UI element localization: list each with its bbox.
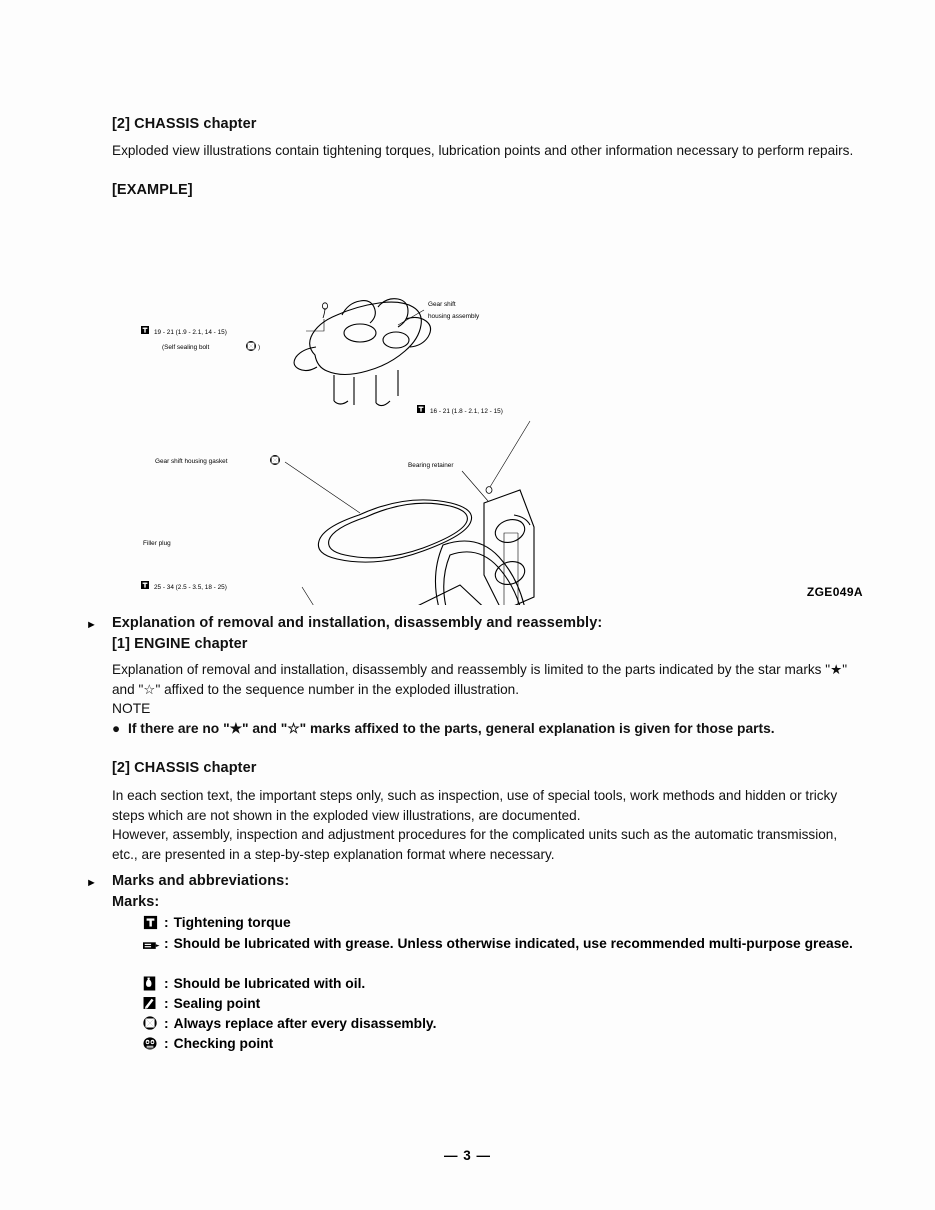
bullet-arrow-explanation: ► [86,619,97,631]
figure-id: ZGE049A [806,585,863,599]
chassis-chapter-heading: [2] CHASSIS chapter [112,116,257,132]
checking-point-icon [143,1036,158,1051]
mark-row-checking-point [143,1034,273,1054]
label-torque-top-left: 19 - 21 (1.9 - 2.1, 14 - 15) [154,329,227,336]
mark-row-always-replace [143,1014,436,1034]
mark-row-sealing-point [143,994,260,1014]
label-gear-shift-housing-gasket: Gear shift housing gasket [155,458,228,465]
note-text: If there are no "★" and "☆" marks affixed to the parts, general explanation is given for those parts. [128,721,775,736]
tightening-torque-icon [143,915,158,930]
mark-label: Checking point [173,1036,274,1051]
engine-chapter-heading: [1] ENGINE chapter [112,636,248,652]
mark-colon: : [164,936,169,951]
label-gear-shift-l1: Gear shift [428,301,456,308]
mark-colon: : [164,996,169,1011]
svg-text:): ) [258,344,261,351]
chassis-intro-paragraph: Exploded view illustrations contain tightening torques, lubrication points and other information necessary to perform repairs. [112,143,854,158]
mark-colon: : [164,1016,169,1031]
svg-text:25 - 34 (2.5 - 3.5, 18 - 25): 25 - 34 (2.5 - 3.5, 18 - 25) [154,584,227,591]
mark-label: Sealing point [173,996,261,1011]
oil-lubrication-icon [143,976,158,991]
marks-sub-heading: Marks: [112,894,160,910]
note-bullet: ● [112,721,121,736]
mark-label: Always replace after every disassembly. [173,1016,437,1031]
mark-label: Should be lubricated with grease. Unless otherwise indicated, use recommended multi-purpose grease. [173,936,853,951]
page-number: — 3 — [443,1148,491,1163]
example-label: [EXAMPLE] [112,182,193,198]
exploded-view-diagram [110,215,870,605]
explanation-heading: Explanation of removal and installation, disassembly and reassembly: [112,615,603,631]
mark-label: Should be lubricated with oil. [173,976,366,991]
svg-text:(Self sealing bolt: (Self sealing bolt [162,344,210,351]
mark-colon: : [164,1036,169,1051]
mark-row-oil [143,974,365,994]
label-torque-top-right: 16 - 21 (1.8 - 2.1, 12 - 15) [430,408,503,415]
grease-lubrication-icon [143,936,158,951]
label-filler-plug: Filler plug [143,540,171,547]
note-label: NOTE [112,701,151,716]
bullet-arrow-marks: ► [86,877,97,889]
chassis-chapter-heading-2: [2] CHASSIS chapter [112,760,257,776]
sealing-point-icon [143,996,158,1011]
always-replace-icon [143,1016,158,1031]
mark-colon: : [164,976,169,991]
svg-text:housing assembly: housing assembly [428,313,480,320]
label-bearing-retainer: Bearing retainer [408,462,454,469]
engine-chapter-paragraph: Explanation of removal and installation, disassembly and reassembly is limited to the parts indicated by the star marks "★" and "☆" affixed to the sequence number in the exploded illustration. [112,662,848,697]
chassis-paragraph-2: However, assembly, inspection and adjustment procedures for the complicated units such as the automatic transmission, etc., are presented in a step-by-step explanation format where necessary. [112,827,838,862]
mark-colon: : [164,915,169,930]
mark-label: Tightening torque [173,915,291,930]
marks-heading: Marks and abbreviations: [112,873,290,889]
mark-row-grease [143,934,853,954]
chassis-paragraph-1: In each section text, the important steps only, such as inspection, use of special tools, work methods and hidden or tricky steps which are not shown in the exploded view illustrations, are documented. [112,788,838,823]
mark-row-tightening-torque [143,913,291,933]
